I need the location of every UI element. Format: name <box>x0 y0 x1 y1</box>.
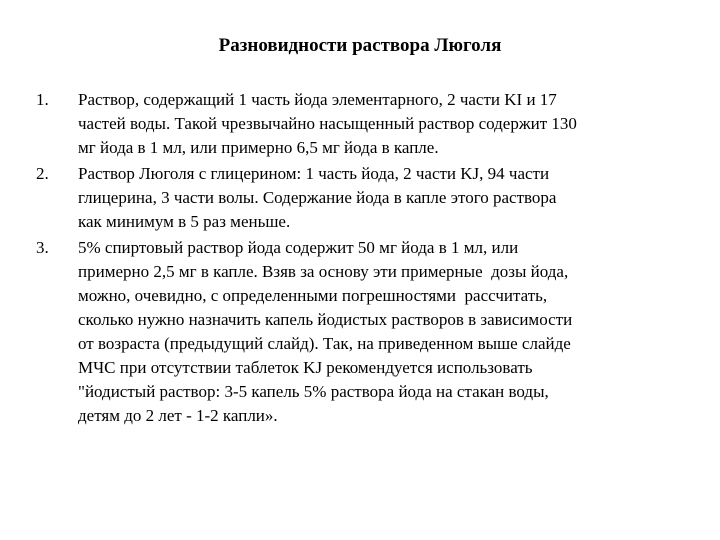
text-line: глицерина, 3 части волы. Содержание йода в капле этого раствора <box>78 188 557 207</box>
list-item-number: 3. <box>36 238 49 257</box>
text-line: Раствор Люголя с глицерином: 1 часть йода, 2 части KJ, 94 части <box>78 164 550 183</box>
text-line: частей воды. Такой чрезвычайно насыщенный раствор содержит 130 <box>78 114 577 133</box>
list-item-text <box>78 162 676 234</box>
text-line: МЧС при отсутствии таблеток KJ рекомендуется использовать <box>78 358 533 377</box>
list-item <box>36 162 676 234</box>
list-item <box>36 88 676 160</box>
list-item-text <box>78 236 676 428</box>
list-item <box>36 236 676 428</box>
text-line: детям до 2 лет - 1-2 капли». <box>78 406 278 425</box>
text-line: сколько нужно назначить капель йодистых растворов в зависимости <box>78 310 573 329</box>
text-line: как минимум в 5 раз меньше. <box>78 212 291 231</box>
text-line: от возраста (предыдущий слайд). Так, на приведенном выше слайде <box>78 334 571 353</box>
list-item-number: 1. <box>36 90 49 109</box>
text-line: 5% спиртовый раствор йода содержит 50 мг йода в 1 мл, или <box>78 238 519 257</box>
text-line: мг йода в 1 мл, или примерно 6,5 мг йода в капле. <box>78 138 439 157</box>
text-line: "йодистый раствор: 3-5 капель 5% раствора йода на стакан воды, <box>78 382 549 401</box>
text-line: примерно 2,5 мг в капле. Взяв за основу эти примерные дозы йода, <box>78 262 569 281</box>
text-line: можно, очевидно, с определенными погрешностями рассчитать, <box>78 286 548 305</box>
slide-title: Разновидности раствора Люголя <box>218 35 502 56</box>
text-line: Раствор, содержащий 1 часть йода элементарного, 2 части KI и 17 <box>78 90 557 109</box>
list-item-number: 2. <box>36 164 49 183</box>
list-item-text <box>78 88 676 160</box>
numbered-list <box>36 88 676 430</box>
